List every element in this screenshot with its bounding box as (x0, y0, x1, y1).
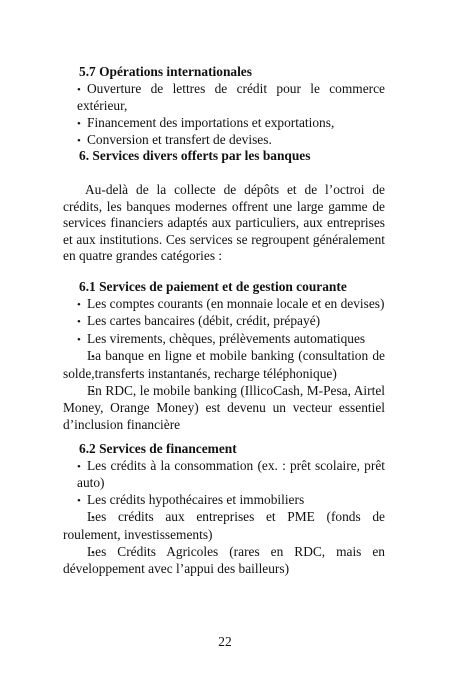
section-heading: 6. Services divers offerts par les banques (79, 148, 311, 163)
bullet-item: • Les crédits hypothécaires et immobiliers (63, 492, 385, 510)
bullet-item: • En RDC, le mobile banking (IllicoCash, M-Pesa, Airtel Money, Orange Money) est devenu un vecteur essentiel d’inclusion financière (63, 383, 385, 434)
section-6-1 (63, 279, 385, 433)
intro-paragraph: Au-delà de la collecte de dépôts et de l’octroi de crédits, les banques modernes offrent une large gamme de services financiers adaptés aux particuliers, aux entreprises et aux institutions. Ces services se regroupent généralement en quatre grandes catégories : (63, 182, 385, 264)
section-heading: 6.2 Services de financement (79, 441, 237, 456)
bullet-item: • Conversion et transfert de devises. (63, 132, 385, 150)
bullet-item: • Les crédits aux entreprises et PME (fonds de roulement, investissements) (63, 509, 385, 543)
section-heading: 6.1 Services de paiement et de gestion courante (79, 279, 347, 294)
section-5-7 (63, 64, 385, 150)
bullet-item: • La banque en ligne et mobile banking (consultation de solde,transferts instantanés, recharge téléphonique) (63, 348, 385, 382)
section-6-2 (63, 441, 385, 578)
bullet-item: • Les crédits à la consommation (ex. : prêt scolaire, prêt auto) (63, 458, 385, 492)
bullet-item: • Les comptes courants (en monnaie locale et en devises) (63, 296, 385, 314)
page-number: 22 (218, 634, 232, 649)
section-6 (63, 148, 385, 165)
section-heading: 5.7 Opérations internationales (79, 64, 252, 79)
bullet-item: • Les cartes bancaires (débit, crédit, prépayé) (63, 313, 385, 331)
bullet-item: • Financement des importations et exportations, (63, 115, 385, 133)
bullet-item: • Les virements, chèques, prélèvements automatiques (63, 331, 385, 349)
bullet-item: • Ouverture de lettres de crédit pour le commerce extérieur, (63, 81, 385, 115)
bullet-item: • Les Crédits Agricoles (rares en RDC, mais en développement avec l’appui des bailleurs) (63, 544, 385, 578)
section-6-intro (63, 182, 385, 265)
